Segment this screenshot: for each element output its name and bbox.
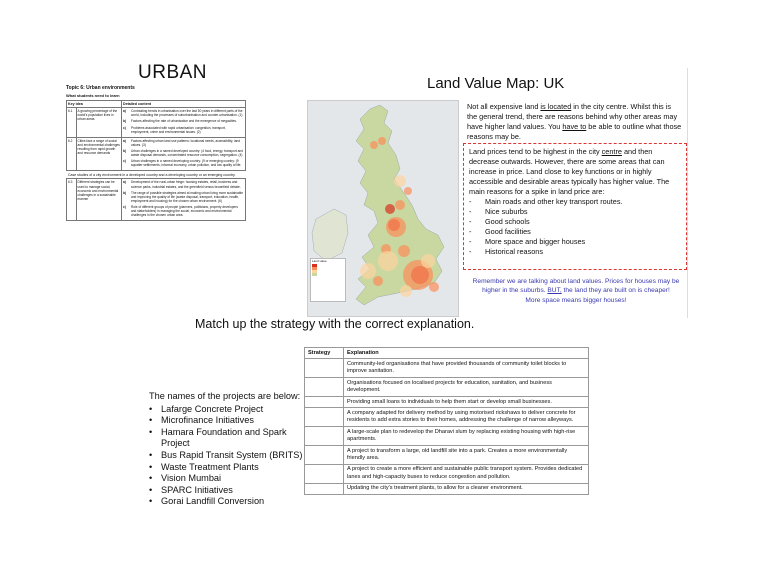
strategy-cell (305, 359, 344, 378)
spec-item (123, 159, 244, 167)
spec-row-idea: Cities face a range of social and environmental challenges resulting from rapid growth and resource demands (76, 137, 121, 171)
reason-item: - Main roads and other key transport routes. (469, 197, 681, 207)
spec-band-row (67, 171, 246, 179)
remember-text-1: Remember we are talking about land values. Prices for houses may be higher in the suburbs. (472, 278, 680, 295)
land-price-reasons-box (463, 143, 687, 270)
land-value-hotspot (400, 285, 412, 297)
project-list (149, 404, 309, 508)
spec-item-letter: b) (123, 119, 127, 124)
match-row (305, 427, 589, 446)
strategy-cell (305, 483, 344, 494)
spec-col-detailed: Detailed content (122, 101, 246, 108)
spec-row-idea: A growing percentage of the world's population lives in urban areas (76, 108, 121, 137)
col-explanation: Explanation (344, 348, 589, 359)
intro-text-1: Not all expensive land (467, 102, 541, 111)
match-row (305, 359, 589, 378)
spec-table (66, 100, 246, 221)
reason-item: - Historical reasons (469, 247, 681, 257)
spec-item (123, 126, 244, 134)
spec-row-idea: Different strategies can be used to manage social, economic and environmental challenges in a sustainable manner (76, 179, 121, 221)
map-title: Land Value Map: UK (427, 75, 565, 92)
col-strategy: Strategy (305, 348, 344, 359)
strategy-cell (305, 427, 344, 446)
reason-item: - Good schools (469, 217, 681, 227)
land-value-hotspot (385, 204, 395, 214)
intro-paragraph (467, 102, 683, 142)
project-item: • Gorai Landfill Conversion (149, 496, 309, 508)
matching-table (304, 347, 589, 495)
strategy-cell (305, 408, 344, 427)
land-value-hotspot (421, 254, 435, 268)
remember-text-2: BUT, (547, 287, 562, 295)
spec-item (123, 191, 244, 203)
strategy-cell (305, 446, 344, 465)
remember-note (466, 277, 686, 305)
reason-item: - Good facilities (469, 227, 681, 237)
explanation-cell: A company adapted for delivery method by using motorised rickshaws to deliver concrete for residents to add extra stories to their homes, addressing the challenge of narrow alleyways. (344, 408, 589, 427)
project-item: • Lafarge Concrete Project (149, 404, 309, 416)
spec-item (123, 205, 244, 217)
land-value-hotspot (398, 245, 410, 257)
project-item: • Hamara Foundation and Spark Project (149, 427, 309, 450)
land-value-hotspot (373, 276, 383, 286)
match-row (305, 446, 589, 465)
spec-item-text: The range of possible strategies aimed at making urban living more sustainable and improving the quality of life (waste disposal, transport, education, health, employment and housing) for the chosen urban environment. (6) (131, 190, 243, 203)
intro-text-4: have to (562, 122, 587, 131)
project-item: • Vision Mumbai (149, 473, 309, 485)
spec-item (123, 180, 244, 188)
land-value-hotspot (370, 141, 378, 149)
spec-row-id: 6.1 (67, 108, 77, 137)
project-item: • SPARC Initiatives (149, 485, 309, 497)
spec-row-id: 6.3 (67, 179, 77, 221)
spec-item-letter: a) (123, 109, 126, 114)
strategy-cell (305, 378, 344, 397)
match-row (305, 378, 589, 397)
spec-topic: Topic 6: Urban environments (66, 85, 135, 91)
spec-item-text: Development of the rural-urban fringe: housing estates, retail, business and science parks, industrial estates, and the greenfield versus brownfield debate. (131, 180, 241, 189)
explanation-cell: Updating the city's treatment plants, to allow for a cleaner environment. (344, 483, 589, 494)
intro-text-2: is located (540, 102, 572, 111)
project-item: • Waste Treatment Plants (149, 462, 309, 474)
match-row (305, 408, 589, 427)
spec-row-content (122, 179, 246, 221)
spec-item-text: Role of different groups of people (planners, politicians, property developers and stakeholders) in managing the social, economic and environmental challenges in the chosen urban area. (131, 204, 238, 218)
reason-item: - Nice suburbs (469, 207, 681, 217)
match-title: Match up the strategy with the correct explanation. (195, 317, 475, 331)
spec-item-text: Factors affecting the rate of urbanisation and the emergence of megacities. (131, 119, 237, 124)
map-legend (310, 258, 346, 302)
spec-item-text: Urban challenges in a named developing country: (9 or emerging country: (9 squatter settlements, informal economy, urban pollution, and low quality of life. (131, 159, 242, 168)
project-names-heading: The names of the projects are below: (149, 391, 301, 401)
explanation-cell: Providing small loans to individuals to help them start or develop small businesses. (344, 397, 589, 408)
strategy-cell (305, 397, 344, 408)
match-row (305, 483, 589, 494)
project-item: • Microfinance Initiatives (149, 415, 309, 427)
spec-item-letter: a) (123, 138, 126, 143)
land-value-hotspot (378, 251, 398, 271)
map-legend-title: Land value (312, 259, 327, 263)
spec-item-letter: c) (123, 125, 126, 130)
reasons-text-2: centre (601, 147, 622, 156)
spec-item-text: Contrasting trends in urbanisation over the last 50 years in different parts of the world, including the processes of suburbanisation and counter-urbanisation. (1) (131, 109, 243, 118)
spec-item (123, 139, 244, 147)
match-row (305, 464, 589, 483)
explanation-cell: Community-led organisations that have provided thousands of community toilet blocks to improve sanitation. (344, 359, 589, 378)
spec-item (123, 109, 244, 117)
project-names (149, 391, 309, 508)
remember-text-4: More space means bigger houses! (525, 296, 627, 304)
spec-row (67, 137, 246, 171)
land-value-hotspot (429, 282, 439, 292)
spec-item-letter: c) (123, 159, 126, 164)
spec-item-letter: b) (123, 190, 127, 195)
land-value-hotspot (378, 137, 386, 145)
land-value-hotspot (395, 200, 405, 210)
specification-excerpt (66, 86, 246, 272)
match-row (305, 397, 589, 408)
intro-text-5: be able to outline what those reasons may be. (467, 122, 682, 141)
project-item: • Bus Rapid Transit System (BRITS) (149, 450, 309, 462)
intro-text-3: in the city centre. Whilst this is the general trend, there are reasons behind why other areas may have higher land values. You (467, 102, 678, 131)
spec-item-letter: c) (123, 204, 126, 209)
divider-line (687, 68, 688, 318)
spec-item-text: Urban challenges in a named developed country: (4 food, energy, transport and waste disposal demands, concentrated resource consumption, segregation. (4) (131, 148, 243, 158)
spec-row (67, 108, 246, 137)
land-value-hotspot (360, 263, 376, 279)
reasons-text-1: Land prices tend to be highest in the city (469, 147, 602, 156)
reasons-explanation (469, 147, 681, 197)
explanation-cell: A large-scale plan to redevelop the Dharavi slum by replacing existing housing with high-rise apartments. (344, 427, 589, 446)
spec-row-id: 6.2 (67, 137, 77, 171)
spec-col-key-idea: Key idea (67, 101, 122, 108)
explanation-cell: A project to create a more efficient and sustainable public transport system. Provides dedicated lanes and high-capacity buses to reduce congestion and pollution. (344, 464, 589, 483)
remember-text-3: the land they are built on is cheaper! (561, 287, 670, 295)
spec-row (67, 179, 246, 221)
spec-row-content (122, 137, 246, 171)
reason-item: - More space and bigger houses (469, 237, 681, 247)
reasons-list (469, 197, 681, 257)
land-value-hotspot (386, 217, 406, 237)
land-value-hotspot (404, 187, 412, 195)
spec-row-content (122, 108, 246, 137)
land-value-hotspot (394, 175, 406, 187)
spec-item-text: Factors affecting urban land use patterns: locational needs, accessibility, land values. (3) (131, 138, 241, 147)
explanation-cell: A project to transform a large, old landfill site into a park. Creates a more environmentally friendly area. (344, 446, 589, 465)
strategy-cell (305, 464, 344, 483)
spec-item (123, 119, 244, 123)
spec-band-text: Case studies of a city environment in a developed country and a developing country or an emerging country. (67, 171, 246, 179)
spec-item-letter: a) (123, 180, 126, 185)
spec-subheading: What students need to learn (66, 93, 120, 99)
spec-item-text: Problems associated with rapid urbanisation: congestion, transport, employment, crime and environmental issues. (2) (131, 125, 226, 134)
spec-item (123, 149, 244, 157)
reasons-text-3: and then decrease outwards. However, there are some areas that can increase in price. Land close to key functions or in highly accessible and desirable areas typically has higher value. The main reasons for a spike in land price are: (469, 147, 670, 196)
spec-item-letter: b) (123, 148, 127, 153)
urban-title: URBAN (138, 62, 208, 83)
explanation-cell: Organisations focused on localised projects for education, sanitation, and business development. (344, 378, 589, 397)
legend-swatch-lowest (312, 273, 317, 276)
